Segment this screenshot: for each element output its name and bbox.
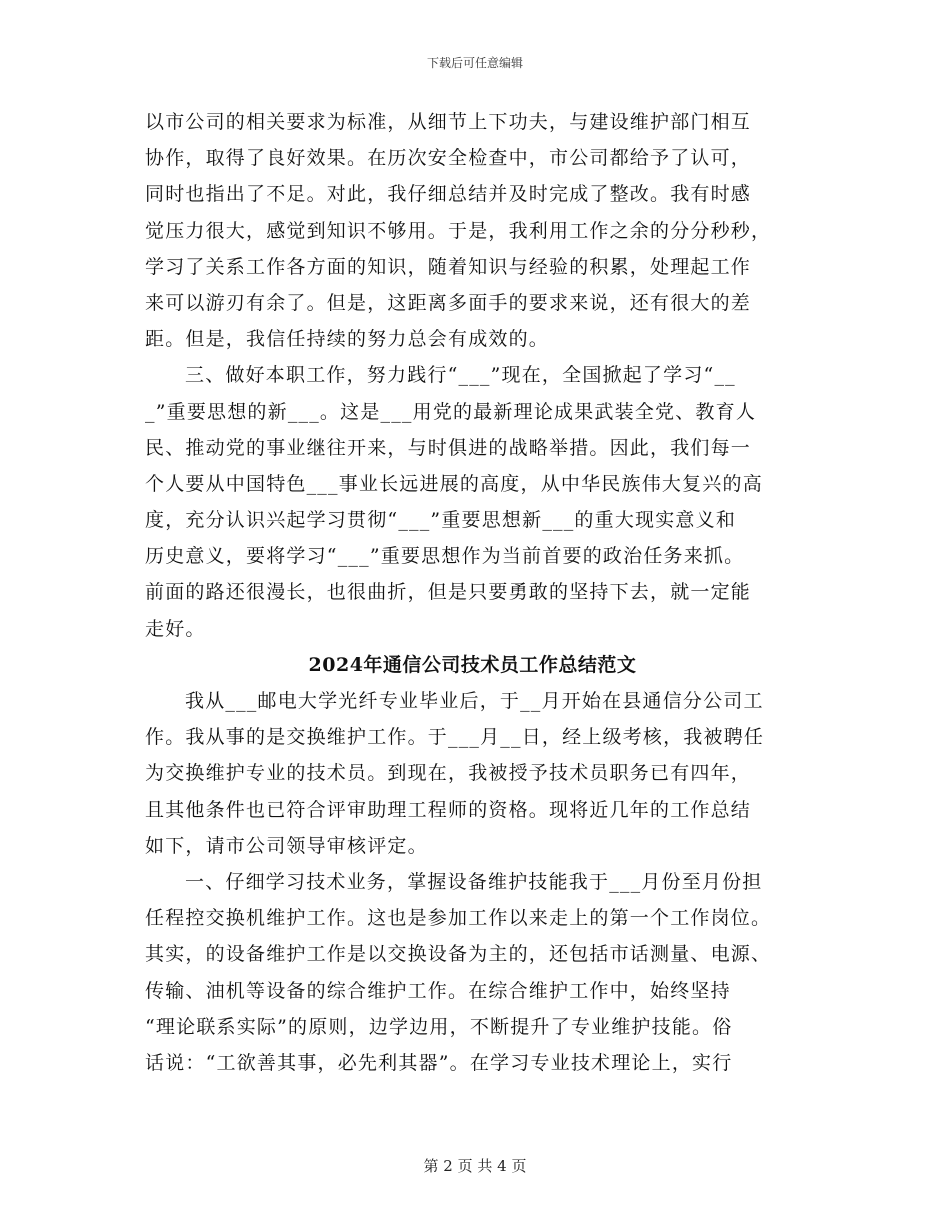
text-line: 其实，的设备维护工作是以交换设备为主的，还包括市话测量、电源、 <box>145 943 772 966</box>
text-line: 我从___邮电大学光纤专业毕业后，于__月开始在县通信分公司工 <box>185 690 764 712</box>
text-line: 历史意义，要将学习“___”重要思想作为当前首要的政治任务来抓。 <box>145 545 745 568</box>
text-line: 觉压力很大，感觉到知识不够用。于是，我利用工作之余的分分秒秒， <box>145 219 772 242</box>
page-header: 下载后可任意编辑 <box>426 56 523 70</box>
text-line: 任程控交换机维护工作。这也是参加工作以来走上的第一个工作岗位。 <box>145 907 772 930</box>
text-line: 作。我从事的是交换维护工作。于___月__日，经上级考核，我被聘任 <box>145 726 765 749</box>
document-body <box>145 104 800 1081</box>
text-line: 学习了关系工作各方面的知识，随着知识与经验的积累，处理起工作 <box>145 255 752 278</box>
text-line: 以市公司的相关要求为标准，从细节上下功夫，与建设维护部门相互 <box>145 111 752 133</box>
text-line: 一、仔细学习技术业务，掌握设备维护技能我于___月份至月份担 <box>185 870 763 893</box>
text-line: 来可以游刃有余了。但是，这距离多面手的要求来说，还有很大的差 <box>145 291 752 314</box>
text-line: _”重要思想的新___。这是___用党的最新理论成果武装全党、教育人 <box>145 400 757 423</box>
text-line: 走好。 <box>145 617 206 640</box>
text-line: 个人要从中国特色___事业长远进展的高度，从中华民族伟大复兴的高 <box>145 472 763 495</box>
text-line: 同时也指出了不足。对此，我仔细总结并及时完成了整改。我有时感 <box>145 183 752 206</box>
text-line: 如下，请市公司领导审核评定。 <box>145 834 428 857</box>
text-line: 前面的路还很漫长，也很曲折，但是只要勇敢的坚持下去，就一定能 <box>145 581 752 604</box>
text-line: 民、推动党的事业继往开来，与时俱进的战略举措。因此，我们每一 <box>145 436 752 459</box>
section-title: 2024年通信公司技术员工作总结范文 <box>308 653 637 676</box>
text-line: 传输、油机等设备的综合维护工作。在综合维护工作中，始终坚持 <box>145 979 731 1002</box>
text-line: 三、做好本职工作，努力践行“___”现在，全国掀起了学习“__ <box>185 364 736 387</box>
text-line: 且其他条件也已符合评审助理工程师的资格。现将近几年的工作总结 <box>145 798 752 821</box>
text-line: 协作，取得了良好效果。在历次安全检查中，市公司都给予了认可， <box>145 147 752 170</box>
text-line: 距。但是，我信任持续的努力总会有成效的。 <box>145 328 550 351</box>
text-line: “理论联系实际”的原则，边学边用，不断提升了专业维护技能。俗 <box>145 1015 733 1038</box>
page-footer: 第 2 页 共 4 页 <box>423 1157 527 1175</box>
text-line: 为交换维护专业的技术员。到现在，我被授予技术员职务已有四年， <box>145 762 752 785</box>
text-line: 度，充分认识兴起学习贯彻“___”重要思想新___的重大现实意义和 <box>145 509 737 532</box>
text-line: 话说：“工欲善其事，必先利其器”。在学习专业技术理论上，实行 <box>145 1051 733 1074</box>
